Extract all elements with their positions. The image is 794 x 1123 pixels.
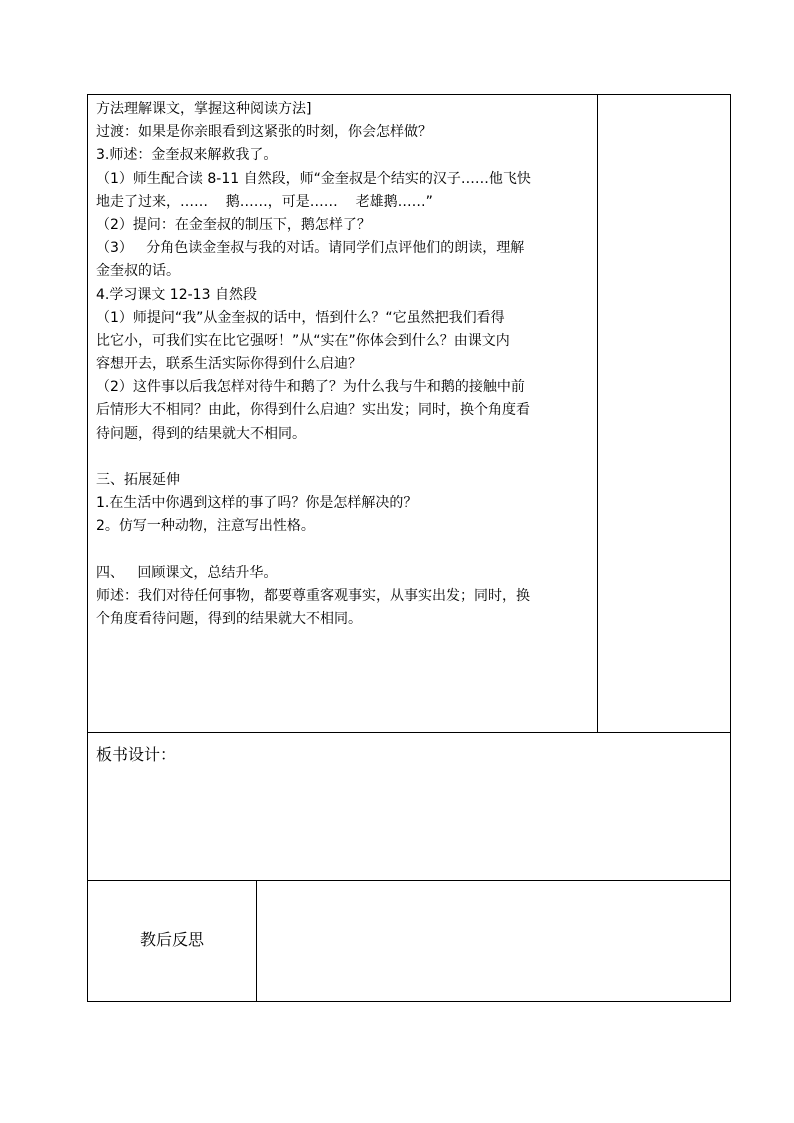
reflection-content-cell <box>256 880 731 1002</box>
lesson-line: （1）师提问“我”从金奎叔的话中，悟到什么？“它虽然把我们看得 <box>96 309 505 326</box>
notes-column-cell <box>597 94 731 733</box>
section-heading: 四、 回顾课文，总结升华。 <box>96 564 278 581</box>
lesson-line: 3.师述：金奎叔来解救我了。 <box>96 147 278 164</box>
lesson-text <box>96 98 590 631</box>
lesson-content-cell <box>87 94 598 733</box>
board-design-cell <box>87 732 731 881</box>
lesson-line: 4.学习课文 12-13 自然段 <box>96 286 257 303</box>
lesson-line: 过渡：如果是你亲眼看到这紧张的时刻，你会怎样做？ <box>96 124 432 141</box>
lesson-line: （2）这件事以后我怎样对待牛和鹅了？为什么我与牛和鹅的接触中前 <box>96 379 525 396</box>
lesson-line: 金奎叔的话。 <box>96 263 180 280</box>
lesson-line: 地走了过来，…… 鹅……，可是…… 老雄鹅……” <box>96 193 433 210</box>
lesson-line: 比它小，可我们实在比它强呀！”从“实在”你体会到什么？由课文内 <box>96 332 510 349</box>
lesson-line: （3） 分角色读金奎叔与我的对话。请同学们点评他们的朗读，理解 <box>96 240 525 257</box>
lesson-line: 1.在生活中你遇到这样的事了吗？你是怎样解决的？ <box>96 495 418 512</box>
blank-line <box>96 446 590 469</box>
lesson-line: 待问题，得到的结果就大不相同。 <box>96 425 306 442</box>
lesson-line: （1）师生配合读 8-11 自然段，师“金奎叔是个结实的汉子……他飞快 <box>96 170 531 187</box>
reflection-label-cell <box>87 880 257 1002</box>
lesson-line: 2。仿写一种动物，注意写出性格。 <box>96 518 315 535</box>
lesson-line: 方法理解课文，掌握这种阅读方法] <box>96 101 312 117</box>
lesson-line: 后情形大不相同？由此，你得到什么启迪？实出发；同时，换个角度看 <box>96 402 530 419</box>
lesson-line: 个角度看待问题，得到的结果就大不相同。 <box>96 611 362 628</box>
lesson-line: （2）提问：在金奎叔的制压下，鹅怎样了？ <box>96 216 371 233</box>
lesson-line: 容想开去，联系生活实际你得到什么启迪？ <box>96 356 362 373</box>
reflection-title: 教后反思 <box>139 930 204 949</box>
blank-line <box>96 539 590 562</box>
board-design-title: 板书设计： <box>96 745 177 764</box>
section-heading: 三、拓展延伸 <box>96 472 180 488</box>
lesson-line: 师述：我们对待任何事物，都要尊重客观事实，从事实出发；同时，换 <box>96 587 530 604</box>
